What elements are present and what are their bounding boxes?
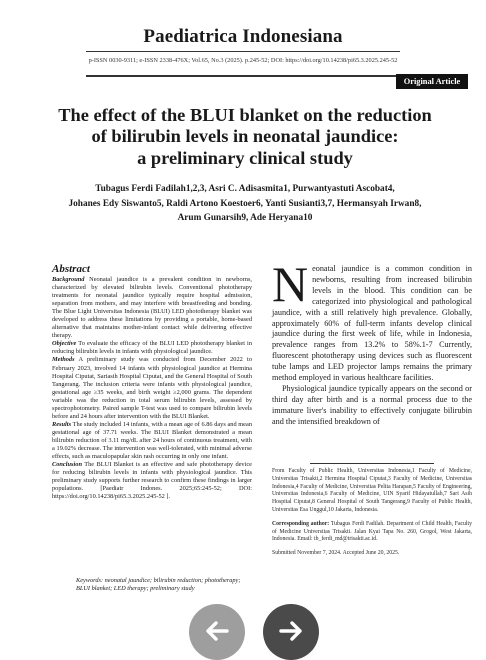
header-rule xyxy=(86,51,400,52)
correspondence-label: Corresponding author: xyxy=(272,520,330,527)
forward-button[interactable] xyxy=(263,604,319,660)
abstract-conclusion xyxy=(52,461,252,501)
correspondence-text: Tubagus Ferdi Fadilah. Department of Child Health, Faculty of Medicine Universitas Trisakti. Jalan Kyai Tapa No. 260, Grogol, West Jakarta, Indonesia. Email: tb_ferdi_md@trisakti.ac.id. xyxy=(272,520,472,543)
abstract-text: The BLUI Blanket is an effective and safe phototherapy device for reducing bilirubin levels in infants with physiological jaundice. This preliminary study supports further research to confirm these findings in larger populations. [Paediatr Indones. 2025;65:245-52; DOI: https://doi.org/10.14238/pi65.3.2025.245-52 ]. xyxy=(52,461,252,501)
abstract-label: Methods xyxy=(52,356,75,364)
article-title-line: a preliminary clinical study xyxy=(137,147,353,168)
abstract-background xyxy=(52,276,252,340)
article-title-line: of bilirubin levels in neonatal jaundice: xyxy=(91,126,399,147)
author-line: Tubagus Ferdi Fadilah1,2,3, Asri C. Adisasmita1, Purwantyastuti Ascobat4, xyxy=(95,184,395,194)
submission-dates: Submitted November 7, 2024. Accepted June 20, 2025. xyxy=(272,550,400,557)
author-line: Arum Gunarsih9, Ade Heryana10 xyxy=(177,213,313,223)
affiliations-text: From Faculty of Public Health, Universitas Indonesia,1 Faculty of Medicine, Universitas Trisakti,2 Hermina Hospital Ciputat,3 Faculty of Medicine, Universitas Indonesia,4 Faculty of Medicine, Universitas Pelita Harapan,5 Faculty of Engineering, Universitas Indonesia,6 Faculty of Medicine, UIN Syarif Hidayatullah,7 Sari Asih Hospital Ciputat,8 General Hospital of South Tangerang,9 Faculty of Public Health, Universitas Esa Unggul,10 Jakarta, Indonesia. xyxy=(272,468,472,513)
article-title-line: The effect of the BLUI blanket on the reduction xyxy=(58,105,432,125)
abstract-objective xyxy=(52,340,252,356)
body-paragraph-text: eonatal jaundice is a common condition in newborns, resulting from increased bilirubin levels in the blood. This condition can be categorized into physiological and pathological jaundice, with a still relatively high prevalence. Globally, approximately 60% of full-term infants develop clinical jaundice during the first week of life, while in Indonesia, prevalence ranges from 13.2% to 58%.1-7 Currently, fluorescent phototherapy using devices such as fluorescent tube lamps and LED projector lamps remains the primary method employed in various healthcare facilities. xyxy=(272,264,472,383)
issn-line: p-ISSN 0030-9311; e-ISSN 2338-476X; Vol.65, No.3 (2025). p.245-52; DOI: https://doi.org/10.14238/pi65.3.2025.245-52 xyxy=(88,57,398,64)
abstract-label: Results xyxy=(52,420,72,428)
abstract-text: The study included 14 infants, with a mean age of 6.86 days and mean gestational age of 37.71 weeks. The BLUI Blanket demonstrated a mean bilirubin reduction of 3.11 mg/dL after 24 hours of continuous treatment, with a 19.02% decrease. The intervention was well-tolerated, with minimal adverse effects, such as maculopapular skin rash occurring in only one infant. xyxy=(52,420,252,461)
body-paragraph xyxy=(272,256,472,384)
correspondence xyxy=(272,521,472,544)
abstract-label: Conclusion xyxy=(52,461,82,469)
article-type-rule xyxy=(86,75,400,77)
author-list xyxy=(40,182,450,226)
abstract-label: Background xyxy=(52,276,85,283)
article-type-badge: Original Article xyxy=(396,74,468,89)
abstract-text: To evaluate the efficacy of the BLUI LED phototherapy blanket in reducing bilirubin levels in infants with physiological jaundice. xyxy=(52,340,252,356)
abstract-text: A preliminary study was conducted from December 2022 to February 2023, involved 14 infants with physiological jaundice at Hermina Hospital Ciputat, Sariasih Hospital Ciputat, and the General Hospital of South Tangerang. The inclusion criteria were infants with physiological jaundice, gestational age ≥35 weeks, and birth weight ≥2,000 grams. The dependent variable was the reduction in total serum bilirubin levels, assessed by spectrophotometry. Paired sample T-test was used to compare bilirubin levels before and 24 hours after intervention with the BLUI Blanket. xyxy=(52,356,252,420)
body-text xyxy=(272,256,472,428)
keywords: Keywords: neonatal jaundice; bilirubin reduction; phototherapy; BLUI blanket; LED therapy; preliminary study xyxy=(76,577,241,593)
footnote-block xyxy=(272,468,472,564)
arrow-left-icon xyxy=(202,616,232,646)
journal-title: Paediatrica Indonesiana xyxy=(143,26,343,47)
abstract-section xyxy=(52,264,252,501)
body-paragraph: Physiological jaundice typically appears on the second or third day after birth and is a normal process due to the immature liver's inability to effectively conjugate bilirubin and the intensified breakdown of xyxy=(272,383,472,426)
abstract-text: Neonatal jaundice is a prevalent condition in newborns, characterized by elevated bilirubin levels. Conventional phototherapy treatments for neonatal jaundice typically require hospital admission, separation from mothers, and may interfere with breastfeeding and bonding. The Blue Light Universitas Indonesia (BLUI) LED phototherapy blanket was developed to address these limitations by providing a portable, home-based alternative that maintains mother-infant contact while delivering effective therapy. xyxy=(52,276,252,340)
author-line: Johanes Edy Siswanto5, Raldi Artono Koestoer6, Yanti Susianti3,7, Hermansyah Irwan8, xyxy=(68,198,422,209)
abstract-results xyxy=(52,421,252,461)
drop-cap: N xyxy=(272,256,309,312)
article-title xyxy=(50,105,440,169)
footnote-rule xyxy=(310,463,434,464)
abstract-heading: Abstract xyxy=(52,263,90,275)
back-button[interactable] xyxy=(189,604,245,660)
abstract-label: Objective xyxy=(52,340,77,348)
abstract-methods xyxy=(52,356,252,420)
arrow-right-icon xyxy=(276,616,306,646)
